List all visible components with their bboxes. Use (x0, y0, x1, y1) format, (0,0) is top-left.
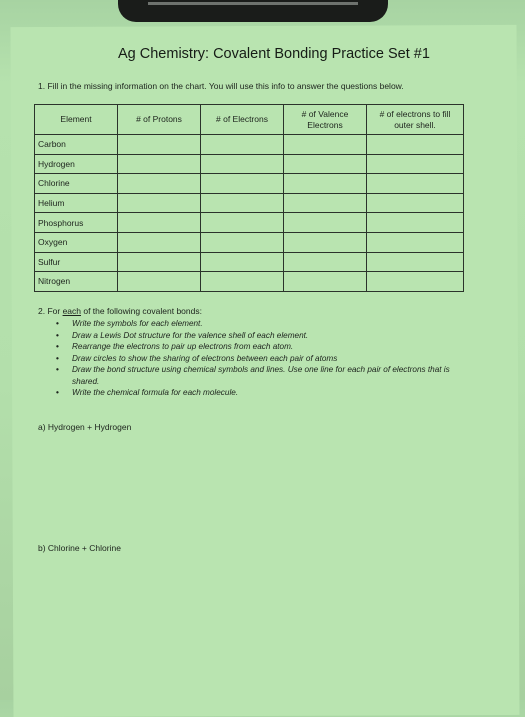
valence-cell[interactable] (284, 154, 367, 174)
clipboard-clip (118, 0, 388, 22)
valence-cell[interactable] (284, 135, 367, 155)
fill-cell[interactable] (367, 193, 464, 213)
list-item (56, 341, 456, 353)
fill-cell[interactable] (367, 135, 464, 155)
electrons-cell[interactable] (201, 252, 284, 272)
bullet-icon: • (56, 330, 59, 340)
q2-prefix: 2. For (38, 306, 63, 316)
bullet-icon: • (56, 353, 59, 363)
step-text: Draw the bond structure using chemical symbols and lines. Use one line for each pair of electrons that is shared. (72, 365, 450, 386)
electrons-cell[interactable] (201, 232, 284, 252)
fill-cell[interactable] (367, 174, 464, 194)
table-row (35, 232, 464, 252)
valence-cell[interactable] (284, 232, 367, 252)
electrons-cell[interactable] (201, 174, 284, 194)
header-electrons: # of Electrons (201, 105, 284, 135)
fill-cell[interactable] (367, 213, 464, 233)
valence-cell[interactable] (284, 272, 367, 292)
list-item (56, 318, 456, 330)
question-2-instructions (38, 306, 202, 316)
table-row (35, 174, 464, 194)
element-name: Nitrogen (35, 272, 118, 292)
page-title: Ag Chemistry: Covalent Bonding Practice Set #1 (118, 46, 430, 62)
electrons-cell[interactable] (201, 193, 284, 213)
bullet-icon: • (56, 365, 59, 374)
header-valence-electrons: # of Valence Electrons (284, 105, 367, 135)
q2-suffix: of the following covalent bonds: (81, 306, 202, 316)
step-text: Rearrange the electrons to pair up electrons from each atom. (72, 342, 294, 351)
table-row (35, 272, 464, 292)
electrons-cell[interactable] (201, 135, 284, 155)
protons-cell[interactable] (118, 174, 201, 194)
electrons-cell[interactable] (201, 272, 284, 292)
list-item (56, 387, 456, 399)
fill-cell[interactable] (367, 232, 464, 252)
protons-cell[interactable] (118, 252, 201, 272)
bullet-icon: • (56, 319, 59, 328)
bullet-icon: • (56, 388, 59, 397)
protons-cell[interactable] (118, 232, 201, 252)
table-row (35, 154, 464, 174)
clip-edge-line (148, 2, 358, 5)
question-2-steps (56, 318, 456, 399)
fill-cell[interactable] (367, 154, 464, 174)
list-item (56, 353, 456, 365)
protons-cell[interactable] (118, 213, 201, 233)
bullet-icon: • (56, 342, 59, 351)
chart-header-row (35, 105, 464, 135)
step-text: Draw a Lewis Dot structure for the valence shell of each element. (72, 330, 309, 340)
table-row (35, 252, 464, 272)
list-item (56, 330, 456, 342)
fill-cell[interactable] (367, 252, 464, 272)
question-1-instructions: 1. Fill in the missing information on the chart. You will use this info to answer the questions below. (38, 81, 404, 91)
step-text: Write the chemical formula for each molecule. (72, 388, 239, 397)
electrons-cell[interactable] (201, 154, 284, 174)
q2-each: each (62, 306, 81, 316)
protons-cell[interactable] (118, 193, 201, 213)
header-element: Element (35, 105, 118, 135)
protons-cell[interactable] (118, 272, 201, 292)
element-name: Helium (35, 193, 118, 213)
element-name: Sulfur (35, 252, 118, 272)
valence-cell[interactable] (284, 252, 367, 272)
protons-cell[interactable] (118, 154, 201, 174)
valence-cell[interactable] (284, 174, 367, 194)
element-name: Oxygen (35, 232, 118, 252)
element-name: Chlorine (35, 174, 118, 194)
valence-cell[interactable] (284, 193, 367, 213)
element-name: Carbon (35, 135, 118, 155)
element-name: Phosphorus (35, 213, 118, 233)
table-row (35, 213, 464, 233)
table-row (35, 193, 464, 213)
part-b-label: b) Chlorine + Chlorine (38, 543, 121, 553)
element-chart (34, 104, 464, 292)
list-item (56, 364, 456, 387)
fill-cell[interactable] (367, 272, 464, 292)
protons-cell[interactable] (118, 135, 201, 155)
step-text: Write the symbols for each element. (72, 319, 203, 328)
element-name: Hydrogen (35, 154, 118, 174)
electrons-cell[interactable] (201, 213, 284, 233)
part-a-label: a) Hydrogen + Hydrogen (38, 422, 132, 432)
header-electrons-to-fill: # of electrons to fill outer shell. (367, 105, 464, 135)
valence-cell[interactable] (284, 213, 367, 233)
table-row (35, 135, 464, 155)
header-protons: # of Protons (118, 105, 201, 135)
step-text: Draw circles to show the sharing of electrons between each pair of atoms (72, 353, 338, 363)
